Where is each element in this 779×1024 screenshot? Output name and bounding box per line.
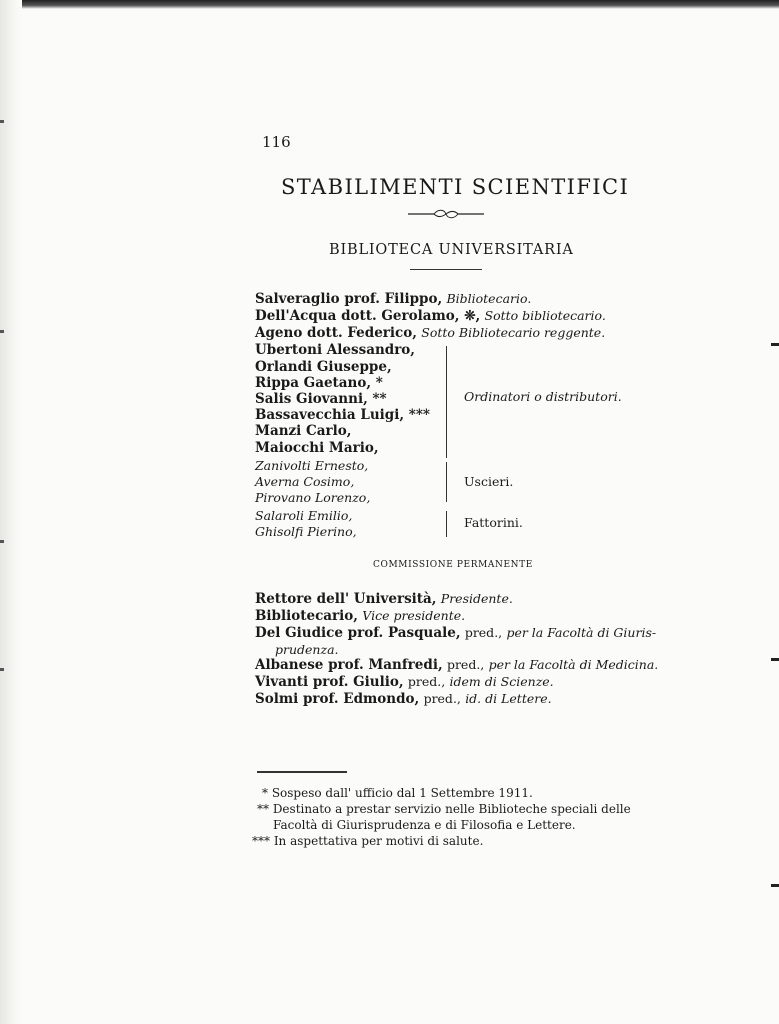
member-role: idem di Scienze.: [449, 674, 554, 689]
member-name: Solmi prof. Edmondo,: [255, 691, 420, 707]
member-role: id. di Lettere.: [465, 691, 552, 706]
footnote: Facoltà di Giurisprudenza e di Filosofia e Lettere.: [273, 818, 576, 832]
staff-name: Orlandi Giuseppe,: [255, 359, 392, 375]
member-name: Bibliotecario,: [255, 608, 358, 624]
staff-name: Ubertoni Alessandro,: [255, 342, 416, 358]
footnote-rule: [257, 771, 347, 773]
commission-row: [255, 608, 465, 624]
commission-row: [255, 691, 552, 707]
staff-row: [255, 291, 531, 307]
staff-role: Sotto bibliotecario.: [484, 308, 606, 323]
member-role: Presidente.: [440, 591, 513, 606]
commission-row-continuation: [275, 642, 339, 658]
member-role: per la Facoltà di Giuris-: [506, 625, 657, 640]
staff-role: Bibliotecario.: [446, 291, 532, 306]
scan-top-edge: [0, 0, 779, 9]
scan-left-edge: [0, 0, 22, 1024]
group-brace: [446, 346, 450, 458]
staff-row: [255, 458, 368, 473]
member-role: Vice presidente.: [362, 608, 466, 623]
staff-row: [255, 325, 605, 341]
staff-name: Zanivolti Ernesto,: [255, 458, 369, 473]
commission-row: [255, 657, 658, 673]
staff-row: [255, 423, 351, 439]
staff-name: Bassavecchia Luigi, ***: [255, 407, 430, 423]
footnote: *** In aspettativa per motivi di salute.: [252, 834, 484, 848]
group-brace: [446, 511, 450, 537]
commission-heading: COMMISSIONE PERMANENTE: [373, 560, 533, 570]
staff-name: Ageno dott. Federico,: [255, 325, 417, 341]
section-divider: [410, 269, 482, 270]
staff-name: Pirovano Lorenzo,: [255, 490, 371, 505]
scan-mark: [771, 343, 779, 346]
staff-name: Salveraglio prof. Filippo,: [255, 291, 443, 307]
scan-mark: [0, 668, 4, 671]
member-qualifier: pred.,: [407, 674, 446, 689]
group-brace: [446, 462, 450, 502]
page-title: STABILIMENTI SCIENTIFICI: [281, 175, 630, 199]
staff-row: [255, 375, 383, 391]
staff-name: Dell'Acqua dott. Gerolamo, ❊,: [255, 308, 481, 324]
staff-name: Salaroli Emilio,: [255, 508, 353, 523]
staff-row: [255, 308, 606, 324]
group-label-uscieri: Uscieri.: [464, 474, 514, 489]
staff-name: Ghisolfi Pierino,: [255, 524, 357, 539]
member-qualifier: pred.,: [464, 625, 503, 640]
member-qualifier: pred.,: [423, 691, 461, 706]
staff-name: Maiocchi Mario,: [255, 440, 379, 456]
member-name: Vivanti prof. Giulio,: [255, 674, 404, 690]
scan-mark: [0, 540, 4, 543]
footnote: ** Destinato a prestar servizio nelle Biblioteche speciali delle: [257, 802, 631, 816]
commission-row: [255, 591, 513, 607]
group-label-fattorini: Fattorini.: [464, 515, 523, 530]
section-title: BIBLIOTECA UNIVERSITARIA: [329, 242, 574, 258]
staff-row: [255, 407, 430, 423]
staff-row: [255, 391, 387, 407]
staff-name: Manzi Carlo,: [255, 423, 352, 439]
page-number: 116: [262, 133, 291, 151]
scan-mark: [771, 884, 779, 887]
footnote: * Sospeso dall' ufficio dal 1 Settembre 1911.: [262, 786, 533, 800]
staff-row: [255, 359, 392, 375]
member-name: Del Giudice prof. Pasquale,: [255, 625, 461, 641]
member-qualifier: pred.,: [446, 657, 485, 672]
staff-row: [255, 524, 357, 539]
member-role-continuation: prudenza.: [275, 642, 339, 657]
member-name: Rettore dell' Università,: [255, 591, 437, 607]
staff-name: Salis Giovanni, **: [255, 391, 387, 407]
group-label-ordinatori: Ordinatori o distributori.: [464, 389, 622, 404]
staff-row: [255, 508, 352, 523]
staff-name: Averna Cosimo,: [255, 474, 355, 489]
staff-name: Rippa Gaetano, *: [255, 375, 383, 391]
scan-mark: [0, 330, 4, 333]
decorative-rule-ornament-icon: [408, 208, 484, 220]
staff-row: [255, 342, 415, 358]
member-name: Albanese prof. Manfredi,: [255, 657, 443, 673]
staff-row: [255, 490, 370, 505]
commission-row: [255, 674, 554, 690]
staff-row: [255, 474, 354, 489]
scan-mark: [0, 120, 4, 123]
staff-row: [255, 440, 379, 456]
scan-mark: [771, 658, 779, 661]
staff-role: Sotto Bibliotecario reggente.: [421, 325, 606, 340]
member-role: per la Facoltà di Medicina.: [488, 657, 659, 672]
commission-row: [255, 625, 656, 641]
